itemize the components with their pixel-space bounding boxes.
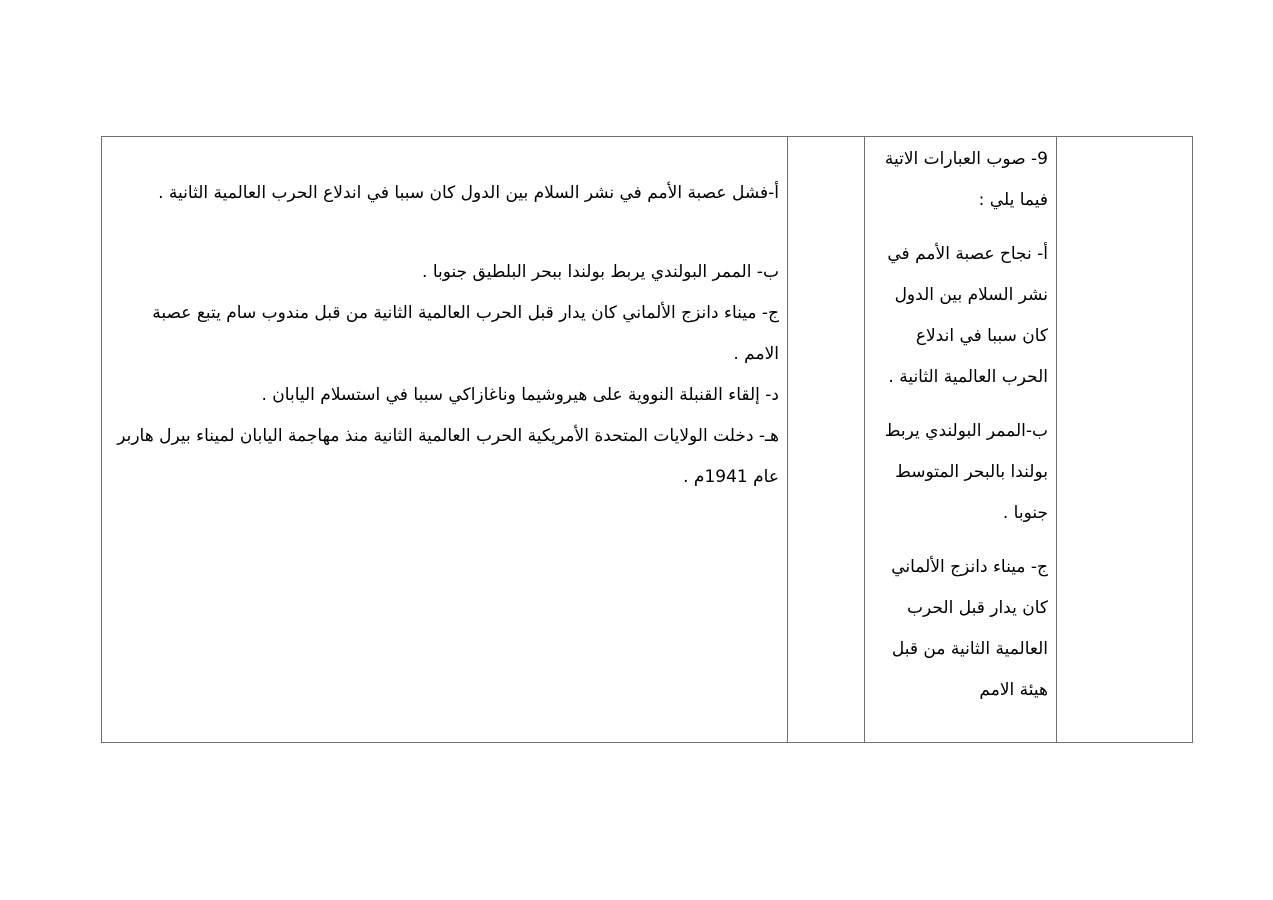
answer-item-e: هـ- دخلت الولايات المتحدة الأمريكية الحرب العالمية الثانية منذ مهاجمة اليابان لميناء بيرل هاربر عام 1941م . [117,426,779,487]
empty-cell [788,137,865,743]
answer-item-a: أ-فشل عصبة الأمم في نشر السلام بين الدول كان سببا في اندلاع الحرب العالمية الثانية . [158,183,779,203]
empty-cell [1057,137,1193,743]
answer-item-c: ج- ميناء دانزج الألماني كان يدار قبل الحرب العالمية الثانية من قبل مندوب سام يتبع عصبة الامم . [152,303,779,364]
question-text [865,139,1056,711]
answer-cell [102,137,788,743]
exercise-table [101,136,1193,743]
answer-list [102,173,787,498]
table-row [102,137,1193,743]
question-item-a: أ- نجاح عصبة الأمم في نشر السلام بين الدول كان سببا في اندلاع الحرب العالمية الثانية . [887,244,1048,387]
question-item-b: ب-الممر البولندي يربط بولندا بالبحر المتوسط جنوبا . [884,421,1048,523]
answer-spacer [116,214,779,252]
question-title: 9- صوب العبارات الاتية فيما يلي : [884,149,1048,210]
question-item-c: ج- ميناء دانزج الألماني كان يدار قبل الحرب العالمية الثانية من قبل هيئة الامم [891,557,1048,700]
answer-item-b: ب- الممر البولندي يربط بولندا ببحر البلطيق جنوبا . [422,262,779,282]
question-cell [865,137,1057,743]
answer-item-d: د- إلقاء القنبلة النووية على هيروشيما وناغازاكي سببا في استسلام اليابان . [261,385,779,405]
